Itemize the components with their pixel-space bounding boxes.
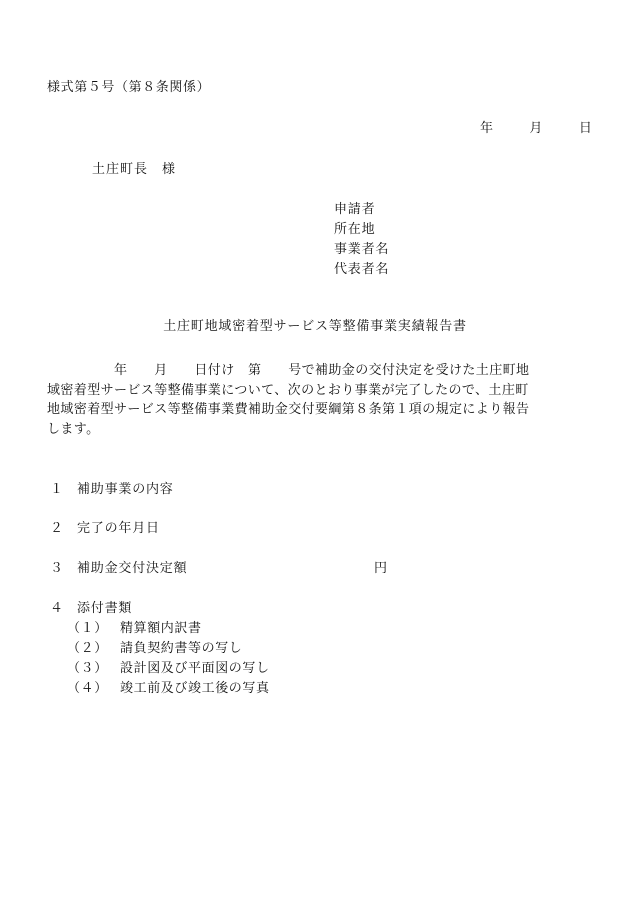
- attachment-label: 精算額内訳書: [120, 621, 202, 636]
- item-3: [50, 562, 187, 575]
- body-line-1: 年 月 日付け 第 号で補助金の交付決定を受けた土庄町地: [47, 363, 530, 378]
- date-year: 年: [480, 121, 494, 136]
- attachment-label: 竣工前及び竣工後の写真: [120, 681, 270, 696]
- form-number: 様式第５号（第８条関係）: [47, 80, 211, 95]
- attachment-label: 請負契約書等の写し: [120, 641, 243, 656]
- body-line-2: 域密着型サービス等整備事業について、次のとおり事業が完了したので、土庄町: [47, 382, 529, 398]
- addressee: 土庄町長 様: [92, 162, 177, 177]
- item-4: [50, 602, 132, 615]
- attachment-number: （３）: [67, 661, 108, 676]
- body-line-4: します。: [47, 421, 100, 437]
- attachment-4: [67, 682, 270, 695]
- attachment-3: [67, 662, 270, 675]
- document-title: 土庄町地域密着型サービス等整備事業実績報告書: [163, 319, 467, 334]
- item-number: ２: [50, 521, 64, 536]
- item-label: 完了の年月日: [77, 521, 160, 536]
- attachment-2: [67, 642, 242, 655]
- item-label: 補助事業の内容: [77, 482, 174, 497]
- attachment-number: （４）: [67, 681, 108, 696]
- date-month: 月: [529, 121, 543, 136]
- body-paragraph: [47, 361, 583, 439]
- attachment-label: 設計図及び平面図の写し: [120, 661, 270, 676]
- body-line-3: 地域密着型サービス等整備事業費補助金交付要綱第８条第１項の規定により報告: [47, 402, 530, 417]
- representative-label: 代表者名: [334, 262, 390, 277]
- item-1: [50, 483, 174, 496]
- amount-unit: 円: [374, 561, 388, 576]
- date-line: [480, 122, 592, 135]
- item-label: 添付書類: [77, 601, 133, 616]
- item-number: ４: [50, 601, 64, 616]
- date-day: 日: [578, 121, 593, 136]
- applicant-label: 申請者: [334, 202, 376, 217]
- item-label: 補助金交付決定額: [77, 561, 188, 576]
- item-number: ３: [50, 561, 64, 576]
- item-number: １: [50, 482, 64, 497]
- attachment-number: （２）: [67, 641, 108, 656]
- business-name-label: 事業者名: [334, 242, 390, 257]
- attachment-1: [67, 622, 202, 635]
- attachment-number: （１）: [67, 621, 108, 636]
- address-label: 所在地: [334, 222, 376, 237]
- item-2: [50, 522, 160, 535]
